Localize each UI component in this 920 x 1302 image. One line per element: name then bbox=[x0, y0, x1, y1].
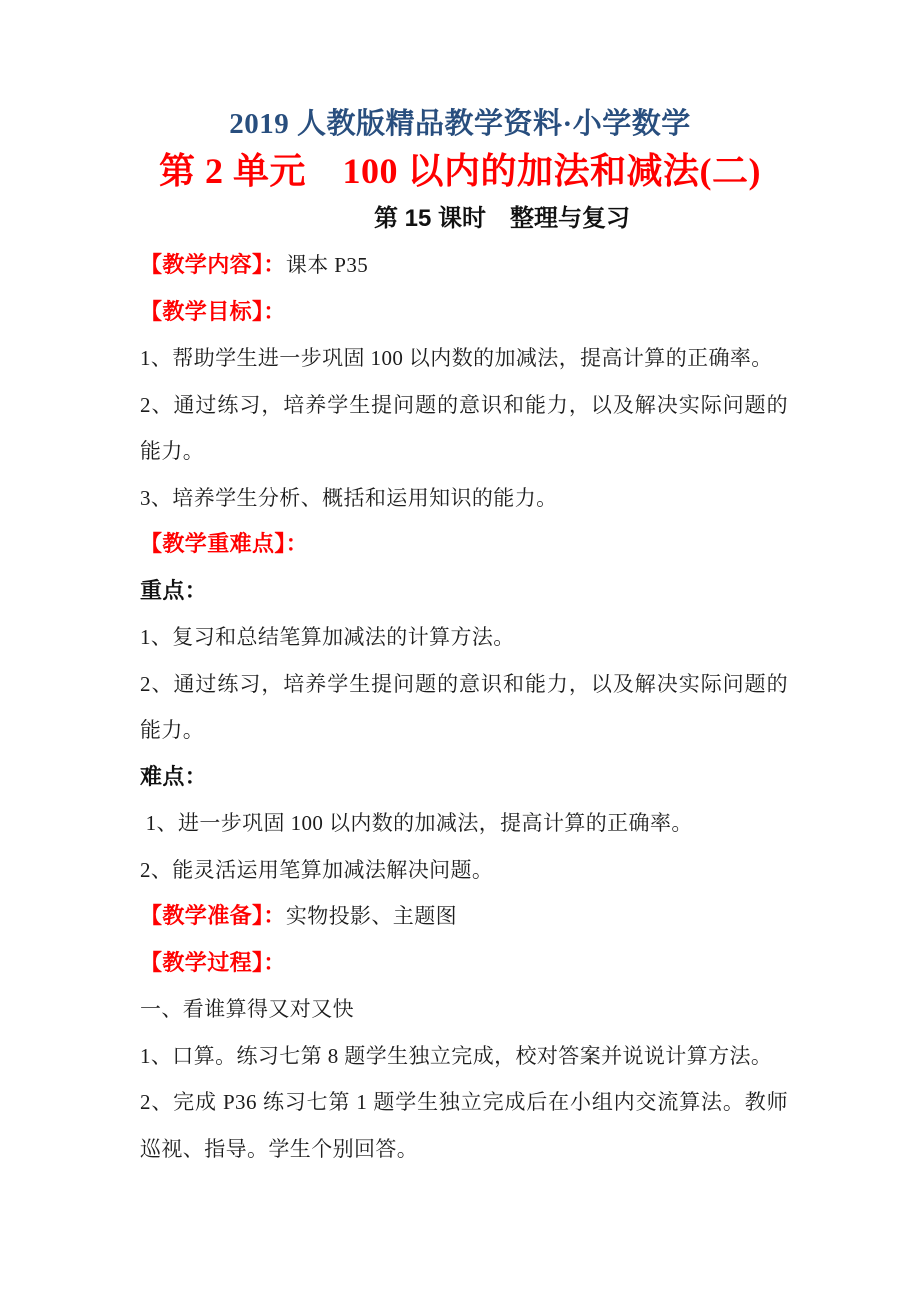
text-segment: 1、复习和总结笔算加减法的计算方法。 bbox=[140, 625, 515, 649]
text-line bbox=[140, 800, 788, 847]
text-segment: 1、口算。练习七第 8 题学生独立完成，校对答案并说说计算方法。 bbox=[140, 1043, 773, 1068]
text-line bbox=[140, 1079, 788, 1126]
text-line bbox=[140, 986, 788, 1033]
text-segment: 2、通过练习，培养学生提问题的意识和能力，以及解决实际问题的 bbox=[140, 392, 788, 417]
text-line bbox=[140, 475, 788, 522]
text-line bbox=[140, 1033, 788, 1080]
text-segment: 3、培养学生分析、概括和运用知识的能力。 bbox=[140, 485, 558, 510]
text-line bbox=[140, 428, 788, 475]
text-segment: 课本 P35 bbox=[285, 253, 369, 277]
text-line bbox=[140, 614, 788, 661]
text-segment: 实物投影、主题图 bbox=[285, 904, 458, 928]
text-line bbox=[140, 242, 788, 289]
text-line bbox=[140, 382, 788, 429]
text-segment: 重点： bbox=[140, 577, 208, 603]
text-line bbox=[140, 1126, 788, 1173]
text-segment: 2、能灵活运用笔算加减法解决问题。 bbox=[140, 857, 494, 882]
section-header: 【教学目标】： bbox=[140, 298, 286, 324]
text-segment: 能力。 bbox=[140, 439, 205, 463]
text-line bbox=[140, 707, 788, 754]
section-header: 【教学准备】： bbox=[140, 903, 286, 928]
document-body bbox=[140, 242, 788, 1172]
text-segment: 能力。 bbox=[140, 718, 205, 742]
unit-title: 第 2 单元 100 以内的加法和减法(二) bbox=[159, 151, 761, 191]
document-title: 2019 人教版精品教学资料·小学数学 bbox=[229, 108, 691, 140]
section-header: 【教学内容】： bbox=[140, 252, 286, 277]
text-line bbox=[140, 661, 788, 708]
text-segment: 难点： bbox=[140, 763, 208, 789]
text-segment: 2、通过练习，培养学生提问题的意识和能力，以及解决实际问题的 bbox=[140, 671, 788, 696]
lesson-title: 第 15 课时 整理与复习 bbox=[373, 205, 631, 232]
text-line bbox=[140, 289, 788, 336]
text-line bbox=[140, 893, 788, 940]
text-segment: 2、完成 P36 练习七第 1 题学生独立完成后在小组内交流算法。教师 bbox=[140, 1090, 788, 1114]
text-segment: 1、进一步巩固 100 以内数的加减法，提高计算的正确率。 bbox=[140, 811, 693, 835]
text-segment: 巡视、指导。学生个别回答。 bbox=[140, 1136, 419, 1161]
text-line bbox=[140, 754, 788, 801]
text-line bbox=[140, 940, 788, 987]
text-line bbox=[140, 521, 788, 568]
text-segment: 1、帮助学生进一步巩固 100 以内数的加减法，提高计算的正确率。 bbox=[140, 346, 773, 370]
section-header: 【教学重难点】： bbox=[140, 531, 309, 556]
text-line bbox=[140, 335, 788, 382]
section-header: 【教学过程】： bbox=[140, 949, 286, 975]
text-line bbox=[140, 847, 788, 894]
text-segment: 一、看谁算得又对又快 bbox=[140, 997, 354, 1021]
text-line bbox=[140, 568, 788, 615]
